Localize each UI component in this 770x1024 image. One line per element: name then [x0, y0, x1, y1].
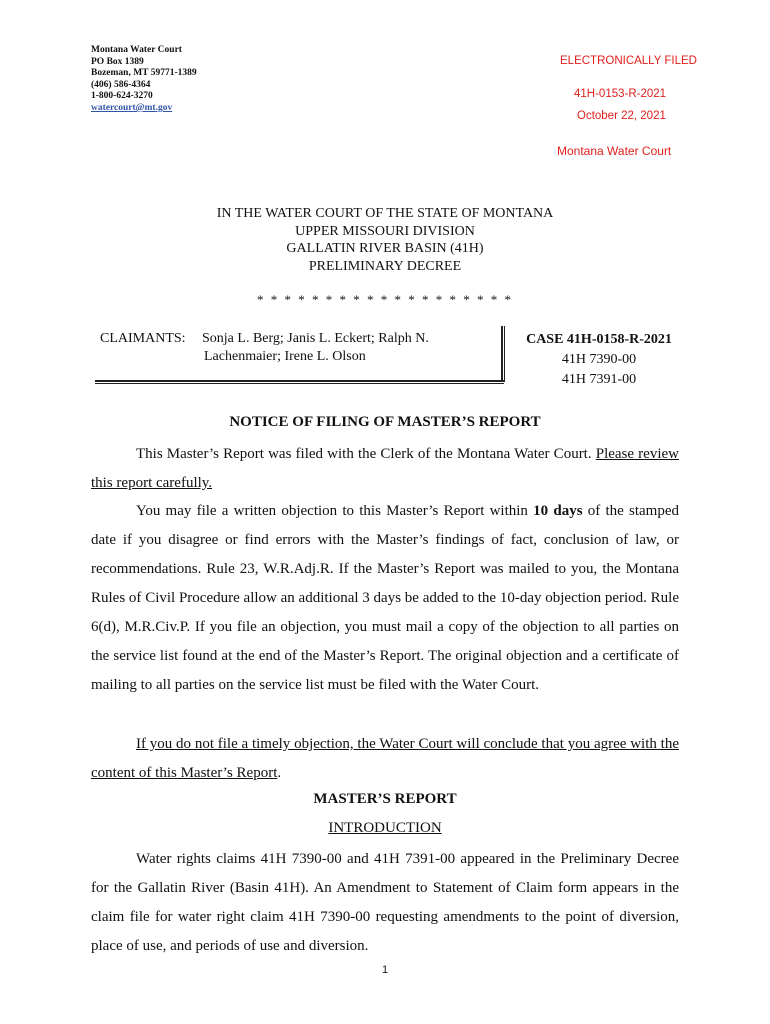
notice-p3-underlined: If you do not file a timely objection, the Water Court will conclude that you agree with the content of this Master’s Report: [91, 736, 679, 781]
court-address-block: [91, 45, 197, 115]
introduction-paragraph: Water rights claims 41H 7390-00 and 41H 7391-00 appeared in the Preliminary Decree for the Gallatin River (Basin 41H). An Amendment to Statement of Claim form appears in the claim file for water right claim 41H 7390-00 requesting amendments to the point of diversion, place of use, and periods of use and diversion.: [91, 851, 679, 954]
caption-decree: PRELIMINARY DECREE: [308, 258, 462, 274]
court-phone: (406) 586-4364: [91, 79, 151, 90]
introduction-heading: INTRODUCTION: [328, 820, 442, 836]
claim-number-2: 41H 7391-00: [561, 372, 637, 387]
caption-box-bottom-rule: [95, 380, 504, 382]
caption-box-bottom-rule-shadow: [95, 383, 504, 384]
court-city: Bozeman, MT 59771-1389: [91, 68, 197, 79]
notice-paragraph-1: [91, 440, 679, 498]
caption-court: IN THE WATER COURT OF THE STATE OF MONTANA: [216, 206, 554, 221]
case-caption: [0, 205, 770, 275]
case-number: CASE 41H-0158-R-2021: [526, 332, 672, 347]
caption-box-divider: [501, 326, 503, 382]
notice-p1-text: This Master’s Report was filed with the Clerk of the Montana Water Court.: [136, 446, 596, 462]
caption-box-divider-shadow: [504, 326, 505, 382]
masters-report-title: MASTER’S REPORT: [313, 791, 457, 807]
notice-paragraph-2: [91, 497, 679, 700]
court-po-box: PO Box 1389: [91, 56, 144, 67]
notice-paragraph-3: [91, 730, 679, 788]
court-tollfree: 1-800-624-3270: [91, 91, 153, 102]
notice-title: NOTICE OF FILING OF MASTER’S REPORT: [229, 414, 541, 430]
notice-p2-text-a: You may file a written objection to this Master’s Report within: [136, 503, 534, 519]
notice-p2-deadline: 10 days: [533, 503, 583, 519]
filing-stamp-label: ELECTRONICALLY FILED: [560, 55, 697, 67]
caption-separator: * * * * * * * * * * * * * * * * * * *: [257, 292, 513, 307]
caption-division: UPPER MISSOURI DIVISION: [295, 223, 475, 239]
claim-number-1: 41H 7390-00: [561, 352, 637, 367]
caption-basin: GALLATIN RIVER BASIN (41H): [286, 241, 484, 256]
filing-stamp-case: 41H-0153-R-2021: [574, 88, 667, 100]
claimants-block: [100, 330, 429, 366]
filing-stamp-court: Montana Water Court: [557, 144, 672, 158]
filing-stamp-date: October 22, 2021: [577, 110, 666, 122]
court-email-link[interactable]: watercourt@mt.gov: [91, 102, 173, 113]
notice-p1-emphasis: Please review this report carefully.: [91, 446, 679, 491]
claimants-names-line1: Sonja L. Berg; Janis L. Eckert; Ralph N.: [202, 331, 429, 346]
court-name: Montana Water Court: [91, 45, 182, 55]
claimants-names-line2: Lachenmaier; Irene L. Olson: [204, 349, 366, 364]
page-number: 1: [381, 964, 389, 976]
case-number-block: [511, 330, 687, 390]
notice-p3-period: .: [277, 765, 282, 781]
claimants-label: CLAIMANTS:: [100, 331, 186, 346]
notice-p2-text-b: of the stamped date if you disagree or find errors with the Master’s findings of fact, conclusion of law, or recommendations. Rule 23, W.R.Adj.R. If the Master’s Report was mailed to you, the Montana Rules of Civil Procedure allow an additional 3 days be added to the 10-day objection period. Rule 6(d), M.R.Civ.P. If you file an objection, you must mail a copy of the objection to all parties on the service list found at the end of the Master’s Report. The original objection and a certificate of mailing to all parties on the service list must be filed with the Water Court.: [91, 503, 680, 693]
